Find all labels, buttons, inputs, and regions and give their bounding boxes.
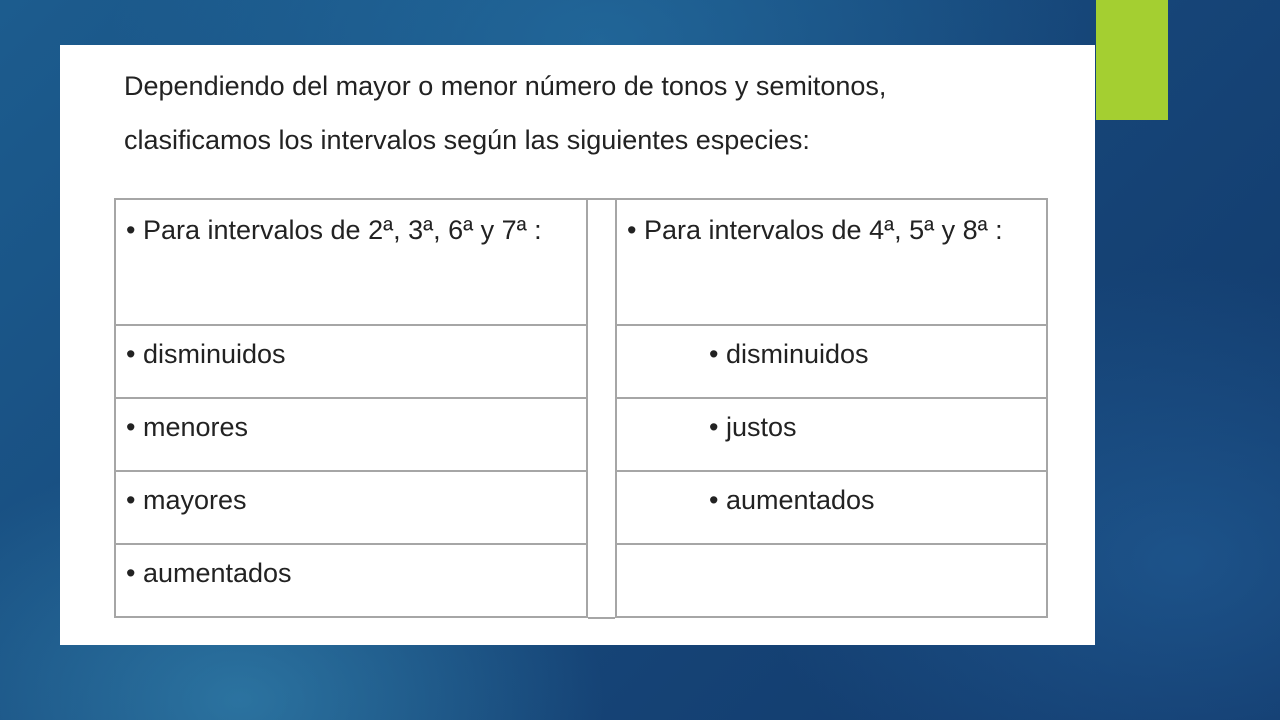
left-item-1: • disminuidos xyxy=(126,339,286,369)
table-cell xyxy=(616,398,1047,471)
intro-line-2: clasificamos los intervalos según las siguientes especies: xyxy=(124,125,810,155)
left-item-4: • aumentados xyxy=(126,558,292,588)
right-item-2: • justos xyxy=(709,412,797,442)
table-header-cell xyxy=(115,199,587,325)
table-cell xyxy=(115,325,587,398)
table-cell xyxy=(616,471,1047,544)
table-header-cell xyxy=(616,199,1047,325)
intervals-4-5-8-table xyxy=(615,198,1048,618)
right-item-1: • disminuidos xyxy=(709,339,869,369)
intro-text xyxy=(124,59,1064,167)
table-cell xyxy=(616,325,1047,398)
table-cell xyxy=(115,398,587,471)
intervals-2-3-6-7-table xyxy=(114,198,588,618)
accent-bar xyxy=(1096,0,1168,120)
intro-line-1: Dependiendo del mayor o menor número de tonos y semitonos, xyxy=(124,71,887,101)
table-cell-empty xyxy=(616,544,1047,617)
table-cell xyxy=(115,471,587,544)
table-column-gap xyxy=(588,198,615,619)
table-cell xyxy=(115,544,587,617)
slide-content-panel xyxy=(60,45,1095,645)
right-item-4 xyxy=(627,545,1046,557)
left-item-2: • menores xyxy=(126,412,249,442)
right-header-text: • Para intervalos de 4ª, 5ª y 8ª : xyxy=(627,215,1003,245)
right-item-3: • aumentados xyxy=(709,485,875,515)
left-item-3: • mayores xyxy=(126,485,247,515)
left-header-text: • Para intervalos de 2ª, 3ª, 6ª y 7ª : xyxy=(126,215,542,245)
